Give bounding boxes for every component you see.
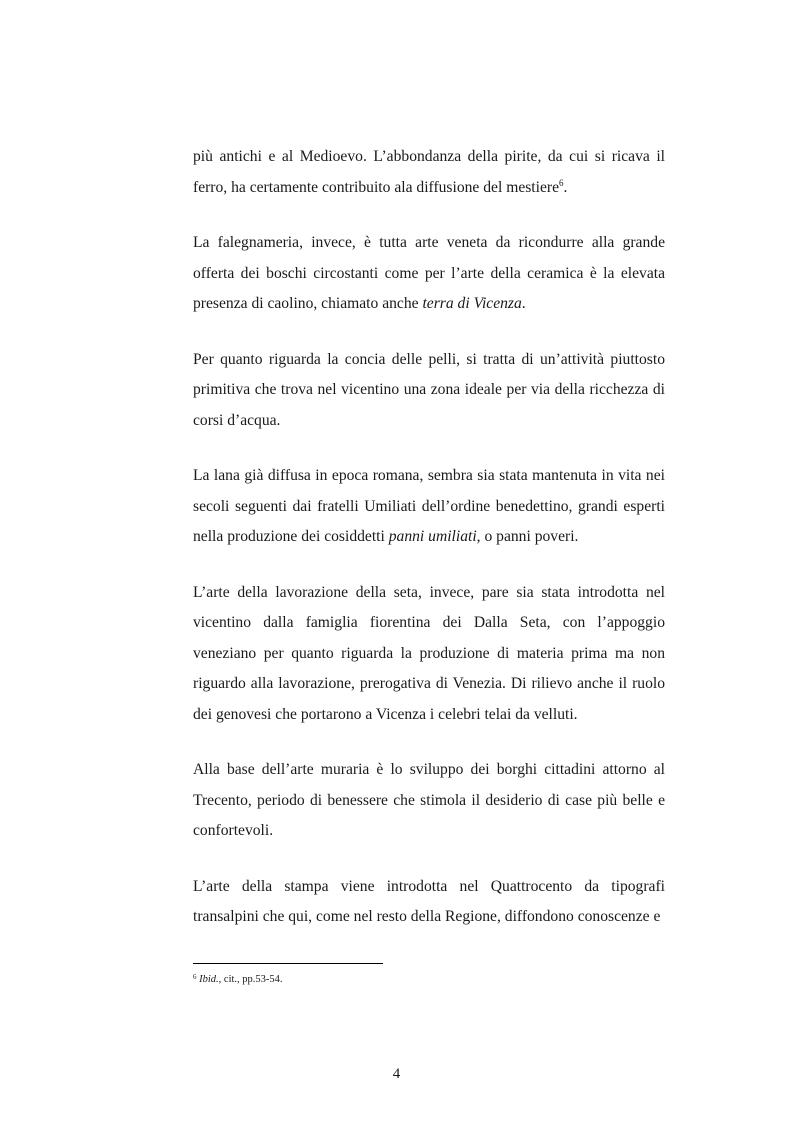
paragraph-7: L’arte della stampa viene introdotta nel Quattrocento da tipografi transalpini che qui, come nel resto della Regione, diffondono conoscenze e (193, 877, 665, 925)
paragraph-text: , o panni poveri. (476, 528, 579, 545)
paragraph-5: L’arte della lavorazione della seta, invece, pare sia stata introdotta nel vicentino dalla famiglia fiorentina dei Dalla Seta, con l’appoggio veneziano per quanto riguarda la produzione di materia prima ma non riguardo alla lavorazione, prerogativa di Venezia. Di rilievo anche il ruolo dei genovesi che portarono a Vicenza i celebri telai da velluti. (193, 583, 665, 723)
paragraph-text: La falegnameria, invece, è tutta arte veneta da ricondurre alla grande offerta dei boschi circostanti come per l’arte della ceramica è la elevata presenza di caolino, chiamato anche (193, 234, 665, 312)
paragraph-2 (193, 228, 665, 320)
footnote (193, 973, 283, 987)
page-number: 4 (392, 1066, 401, 1082)
footnote-citation: Ibid. (199, 974, 219, 985)
paragraph-6: Alla base dell’arte muraria è lo sviluppo dei borghi cittadini attorno al Trecento, periodo di benessere che stimola il desiderio di case più belle e confortevoli. (193, 761, 665, 839)
paragraph-text: La lana già diffusa in epoca romana, sembra sia stata mantenuta in vita nei secoli seguenti dai fratelli Umiliati dell’ordine benedettino, grandi esperti nella produzione dei cosiddetti (193, 467, 665, 545)
body-text (193, 142, 665, 933)
paragraph-text: . (521, 295, 526, 312)
paragraph-text: . (563, 178, 568, 196)
footnote-divider (193, 963, 383, 964)
paragraph-4 (193, 461, 665, 553)
footnote-text: , cit., pp.53-54. (218, 974, 283, 985)
paragraph-3: Per quanto riguarda la concia delle pelli, si tratta di un’attività piuttosto primitiva che trova nel vicentino una zona ideale per via della ricchezza di corsi d’acqua. (193, 350, 665, 429)
italic-term: panni umiliati (388, 528, 477, 545)
paragraph-1 (193, 142, 665, 203)
footnote-mark: 6 (193, 973, 197, 981)
footnote-reference[interactable]: 6 (559, 177, 564, 188)
italic-term: terra di Vicenza (422, 295, 522, 312)
paragraph-text: più antichi e al Medioevo. L’abbondanza della pirite, da cui si ricava il ferro, ha certamente contribuito ala diffusione del mestiere (193, 148, 665, 196)
